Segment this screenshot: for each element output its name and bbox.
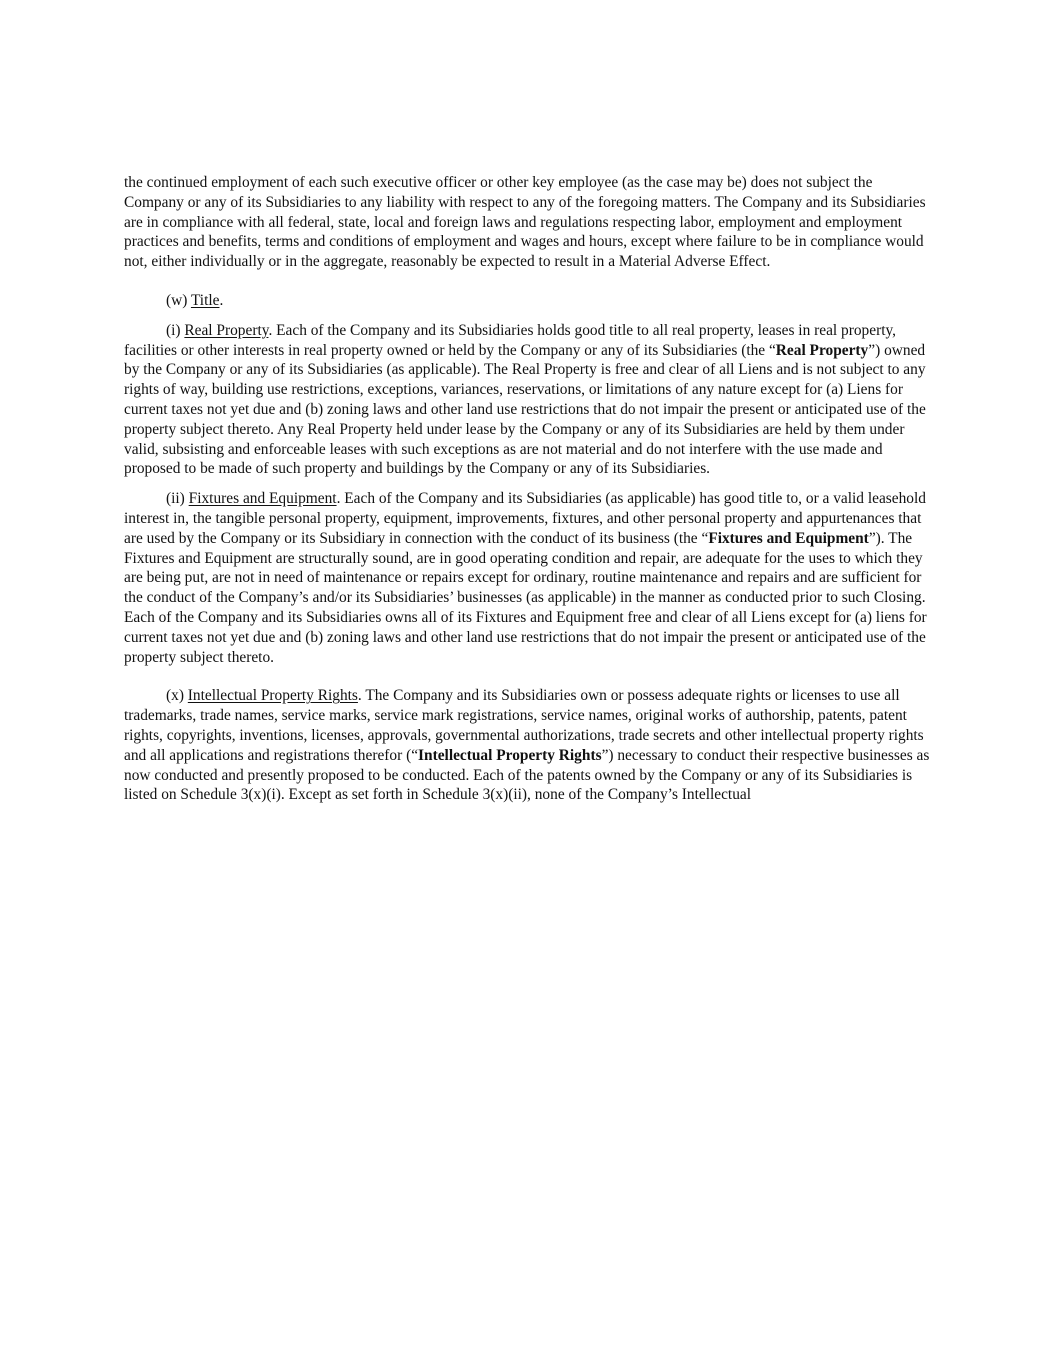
- fixtures-heading: Fixtures and Equipment: [188, 490, 337, 508]
- section-w-label: (w): [166, 291, 191, 309]
- ip-text-a: . The Company and its Subsidiaries own or possess adequate rights or licenses to use all trademarks, trade names, service marks, service mark registrations, service names, original works of authorship, patents, patent rights, copyrights, inventions, licenses, approvals, governmental authorizations, trade secrets and other intellectual property rights and all applications and registrations therefor (“: [124, 687, 924, 764]
- ip-defined-term: Intellectual Property Rights: [418, 746, 602, 764]
- ip-text-b: ”) necessary to conduct their respective businesses as now conducted and presently proposed to be conducted. Each of the patents owned by the Company or any of its Subsidiaries is listed on Schedule 3(x)(i). Except as set forth in Schedule 3(x)(ii), none of the Company’s Intellectual: [124, 746, 930, 804]
- section-w-title: [124, 291, 936, 311]
- real-property-defined-term: Real Property: [775, 341, 869, 359]
- fixtures-defined-term: Fixtures and Equipment: [708, 529, 869, 547]
- real-property-text-a: . Each of the Company and its Subsidiaries holds good title to all real property, leases in real property, facilities or other interests in real property owned or held by the Company or any of its Subsidiaries (the “: [124, 321, 897, 359]
- fixtures-text-b: ”). The Fixtures and Equipment are structurally sound, are in good operating condition and repair, are adequate for the uses to which they are being put, are not in need of maintenance or repairs except for ordinary, routine maintenance and repairs and are sufficient for the conduct of the Company’s and/or its Subsidiaries’ businesses (as applicable) in the manner as conducted prior to such Closing. Each of the Company and its Subsidiaries owns all of its Fixtures and Equipment free and clear of all Liens except for (a) liens for current taxes not yet due and (b) zoning laws and other land use restrictions that do not impair the present or anticipated use of the property subject thereto.: [124, 529, 927, 666]
- fixtures-label: (ii): [166, 490, 189, 508]
- ip-heading: Intellectual Property Rights: [187, 687, 358, 705]
- ip-label: (x): [166, 687, 188, 705]
- paragraph-real-property: [124, 321, 936, 479]
- paragraph-employment-text: the continued employment of each such executive officer or other key employee (as the case may be) does not subject the Company or any of its Subsidiaries to any liability with respect to any of the foregoing matters. The Company and its Subsidiaries are in compliance with all federal, state, local and foreign laws and regulations respecting labor, employment and employment practices and benefits, terms and conditions of employment and wages and hours, except where failure to be in compliance would not, either individually or in the aggregate, reasonably be expected to result in a Material Adverse Effect.: [124, 174, 926, 271]
- real-property-label: (i): [166, 321, 185, 339]
- fixtures-text-a: . Each of the Company and its Subsidiaries (as applicable) has good title to, or a valid leasehold interest in, the tangible personal property, equipment, improvements, fixtures, and other personal property and appurtenances that are used by the Company or its Subsidiary in connection with the conduct of its business (the “: [124, 490, 926, 547]
- document-page: [124, 173, 936, 805]
- paragraph-fixtures: [124, 489, 936, 667]
- section-w-suffix: .: [219, 291, 224, 309]
- paragraph-ip-rights: [124, 686, 936, 805]
- real-property-heading: Real Property: [184, 321, 269, 339]
- paragraph-employment: [124, 173, 936, 272]
- real-property-text-b: ”) owned by the Company or any of its Subsidiaries (as applicable). The Real Property is free and clear of all Liens and is not subject to any rights of way, building use restrictions, exceptions, variances, reservations, or limitations of any nature except for (a) Liens for current taxes not yet due and (b) zoning laws and other land use restrictions that do not impair the present or anticipated use of the property subject thereto. Any Real Property held under lease by the Company or any of its Subsidiaries are held by them under valid, subsisting and enforceable leases with such exceptions as are not material and do not interfere with the use made and proposed to be made of such property and buildings by the Company or any of its Subsidiaries.: [124, 341, 926, 478]
- section-w-heading: Title: [190, 291, 220, 309]
